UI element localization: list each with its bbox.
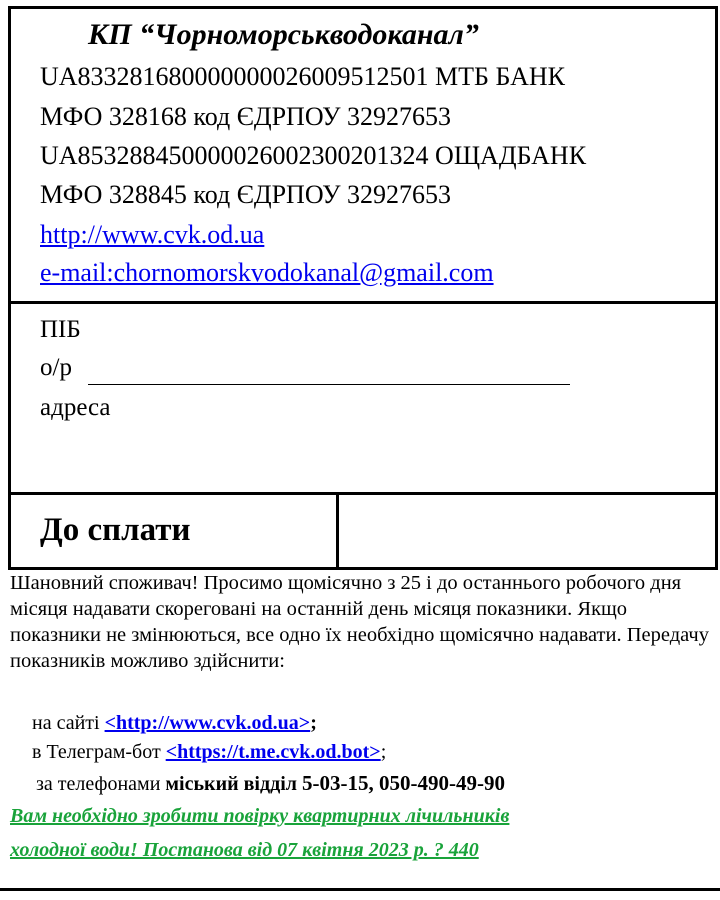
telegram-suffix: ; — [380, 741, 387, 763]
phone-prefix: за телефонами — [36, 773, 166, 795]
customer-box — [8, 301, 718, 495]
website-link[interactable]: http://www.cvk.od.ua — [40, 220, 265, 249]
bank1-account: UA833281680000000026009512501 МТБ БАНК — [40, 62, 565, 91]
company-name: КП “Чорноморськводоканал” — [88, 18, 479, 51]
site-prefix: на сайті — [32, 712, 105, 734]
submit-via-site — [32, 712, 317, 735]
to-pay-label: До сплати — [40, 512, 191, 548]
address-label: адреса — [40, 394, 111, 421]
account-fill-line — [88, 384, 570, 385]
phone-numbers: 5-03-15, 050-490-49-90 — [301, 771, 505, 795]
site-link[interactable]: <http://www.cvk.od.ua> — [104, 712, 311, 734]
email-link[interactable]: e-mail:chornomorskvodokanal@gmail.com — [40, 258, 494, 287]
telegram-link[interactable]: <https://t.me.cvk.od.bot> — [165, 741, 381, 763]
notice-text: Шановний споживач! Просимо щомісячно з 25 і до останнього робочого дня місяця надавати скореговані на останній день місяця показники. Якщо показники не змінюються, все одно їх необхідно щомісячно надавати. Передачу показників можливо здійснити: — [10, 572, 709, 672]
telegram-prefix: в Телеграм-бот — [32, 741, 166, 763]
phone-dept: міський відділ — [165, 773, 302, 795]
name-label: ПІБ — [40, 316, 81, 343]
bank2-codes: МФО 328845 код ЄДРПОУ 32927653 — [40, 180, 452, 209]
submit-via-telegram — [32, 741, 386, 764]
warning-line-2: холодної води! Постанова від 07 квітня 2023 р. ? 440 — [10, 839, 479, 861]
bank2-account: UA853288450000026002300201324 ОЩАДБАНК — [40, 141, 587, 170]
to-pay-amount-cell — [336, 492, 718, 570]
bank1-codes: МФО 328168 код ЄДРПОУ 32927653 — [40, 102, 452, 131]
submit-via-phone — [36, 771, 505, 796]
account-label: о/р — [40, 354, 72, 381]
site-suffix: ; — [310, 712, 317, 734]
bottom-divider — [0, 888, 720, 891]
warning-line-1: Вам необхідно зробити повірку квартирних лічильників — [10, 805, 510, 827]
